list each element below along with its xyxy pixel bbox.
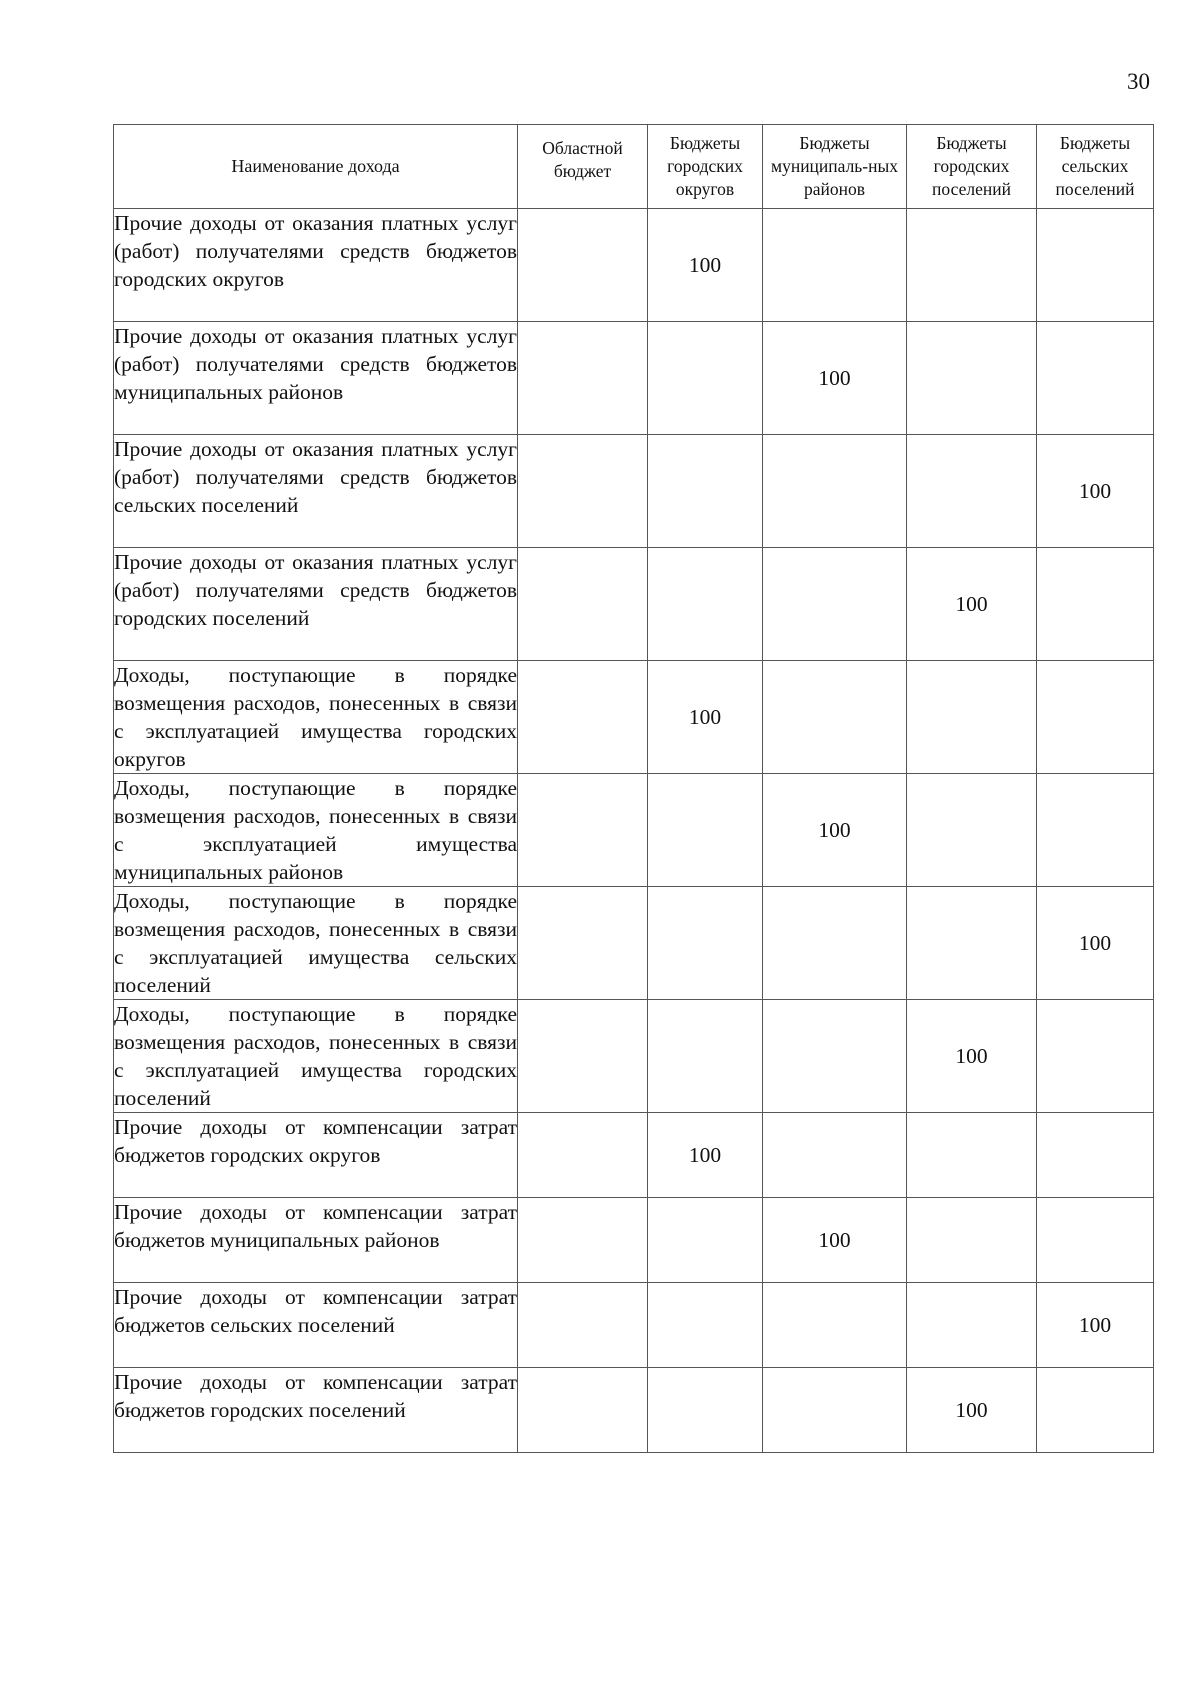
table-row	[114, 1368, 1154, 1453]
header-rural-settlements: Бюджеты сельских поселений	[1037, 125, 1154, 209]
urban-settlements-value-cell	[907, 661, 1037, 774]
regional-value-cell	[518, 322, 648, 435]
urban-settlements-value-cell	[907, 209, 1037, 322]
city-districts-value-cell	[648, 887, 763, 1000]
income-name-cell: Прочие доходы от оказания платных услуг (работ) получателями средств бюджетов городских округов	[114, 209, 518, 322]
income-name-cell: Доходы, поступающие в порядке возмещения расходов, понесенных в связи с эксплуатацией имущества городских округов	[114, 661, 518, 774]
table-header-row	[114, 125, 1154, 209]
city-districts-value-cell: 100	[648, 661, 763, 774]
regional-value-cell	[518, 1368, 648, 1453]
rural-settlements-value-cell	[1037, 1368, 1154, 1453]
urban-settlements-value-cell: 100	[907, 1000, 1037, 1113]
table-row	[114, 887, 1154, 1000]
regional-value-cell	[518, 661, 648, 774]
income-name-cell: Прочие доходы от компенсации затрат бюджетов муниципальных районов	[114, 1198, 518, 1283]
income-name-cell: Прочие доходы от оказания платных услуг (работ) получателями средств бюджетов сельских поселений	[114, 435, 518, 548]
city-districts-value-cell	[648, 548, 763, 661]
municipal-districts-value-cell: 100	[763, 322, 907, 435]
city-districts-value-cell	[648, 435, 763, 548]
page-number: 30	[1127, 69, 1150, 94]
table-row	[114, 1000, 1154, 1113]
urban-settlements-value-cell	[907, 435, 1037, 548]
municipal-districts-value-cell	[763, 661, 907, 774]
table-row	[114, 322, 1154, 435]
regional-value-cell	[518, 1283, 648, 1368]
municipal-districts-value-cell	[763, 209, 907, 322]
rural-settlements-value-cell	[1037, 661, 1154, 774]
header-municipal-districts: Бюджеты муниципаль-ных районов	[763, 125, 907, 209]
table-row	[114, 548, 1154, 661]
rural-settlements-value-cell	[1037, 1113, 1154, 1198]
table-row	[114, 1113, 1154, 1198]
urban-settlements-value-cell	[907, 887, 1037, 1000]
municipal-districts-value-cell	[763, 1283, 907, 1368]
municipal-districts-value-cell	[763, 1368, 907, 1453]
regional-value-cell	[518, 774, 648, 887]
header-income-name: Наименование дохода	[114, 125, 518, 209]
city-districts-value-cell	[648, 1368, 763, 1453]
header-city-districts: Бюджеты городских округов	[648, 125, 763, 209]
urban-settlements-value-cell	[907, 1198, 1037, 1283]
city-districts-value-cell	[648, 1000, 763, 1113]
rural-settlements-value-cell	[1037, 774, 1154, 887]
regional-value-cell	[518, 1113, 648, 1198]
municipal-districts-value-cell	[763, 1113, 907, 1198]
regional-value-cell	[518, 209, 648, 322]
table-row	[114, 1198, 1154, 1283]
regional-value-cell	[518, 1000, 648, 1113]
municipal-districts-value-cell	[763, 435, 907, 548]
rural-settlements-value-cell	[1037, 548, 1154, 661]
income-name-cell: Прочие доходы от компенсации затрат бюджетов сельских поселений	[114, 1283, 518, 1368]
table-row	[114, 1283, 1154, 1368]
urban-settlements-value-cell: 100	[907, 548, 1037, 661]
rural-settlements-value-cell	[1037, 1198, 1154, 1283]
income-name-cell: Доходы, поступающие в порядке возмещения расходов, понесенных в связи с эксплуатацией имущества городских поселений	[114, 1000, 518, 1113]
regional-value-cell	[518, 1198, 648, 1283]
income-name-cell: Прочие доходы от компенсации затрат бюджетов городских поселений	[114, 1368, 518, 1453]
rural-settlements-value-cell: 100	[1037, 887, 1154, 1000]
city-districts-value-cell: 100	[648, 209, 763, 322]
table-row	[114, 209, 1154, 322]
regional-value-cell	[518, 548, 648, 661]
table-row	[114, 661, 1154, 774]
urban-settlements-value-cell	[907, 1283, 1037, 1368]
rural-settlements-value-cell	[1037, 209, 1154, 322]
income-name-cell: Доходы, поступающие в порядке возмещения расходов, понесенных в связи с эксплуатацией имущества муниципальных районов	[114, 774, 518, 887]
city-districts-value-cell	[648, 1283, 763, 1368]
income-name-cell: Прочие доходы от компенсации затрат бюджетов городских округов	[114, 1113, 518, 1198]
regional-value-cell	[518, 435, 648, 548]
header-regional-budget: Областной бюджет	[518, 125, 648, 209]
header-urban-settlements: Бюджеты городских поселений	[907, 125, 1037, 209]
urban-settlements-value-cell	[907, 774, 1037, 887]
table-row	[114, 435, 1154, 548]
table-row	[114, 774, 1154, 887]
municipal-districts-value-cell: 100	[763, 1198, 907, 1283]
rural-settlements-value-cell	[1037, 1000, 1154, 1113]
urban-settlements-value-cell: 100	[907, 1368, 1037, 1453]
rural-settlements-value-cell: 100	[1037, 1283, 1154, 1368]
urban-settlements-value-cell	[907, 1113, 1037, 1198]
income-name-cell: Доходы, поступающие в порядке возмещения расходов, понесенных в связи с эксплуатацией имущества сельских поселений	[114, 887, 518, 1000]
rural-settlements-value-cell: 100	[1037, 435, 1154, 548]
city-districts-value-cell: 100	[648, 1113, 763, 1198]
city-districts-value-cell	[648, 1198, 763, 1283]
municipal-districts-value-cell: 100	[763, 774, 907, 887]
city-districts-value-cell	[648, 322, 763, 435]
income-name-cell: Прочие доходы от оказания платных услуг (работ) получателями средств бюджетов городских поселений	[114, 548, 518, 661]
municipal-districts-value-cell	[763, 1000, 907, 1113]
rural-settlements-value-cell	[1037, 322, 1154, 435]
income-name-cell: Прочие доходы от оказания платных услуг (работ) получателями средств бюджетов муниципальных районов	[114, 322, 518, 435]
regional-value-cell	[518, 887, 648, 1000]
city-districts-value-cell	[648, 774, 763, 887]
municipal-districts-value-cell	[763, 548, 907, 661]
revenue-distribution-table	[113, 124, 1154, 1453]
municipal-districts-value-cell	[763, 887, 907, 1000]
urban-settlements-value-cell	[907, 322, 1037, 435]
